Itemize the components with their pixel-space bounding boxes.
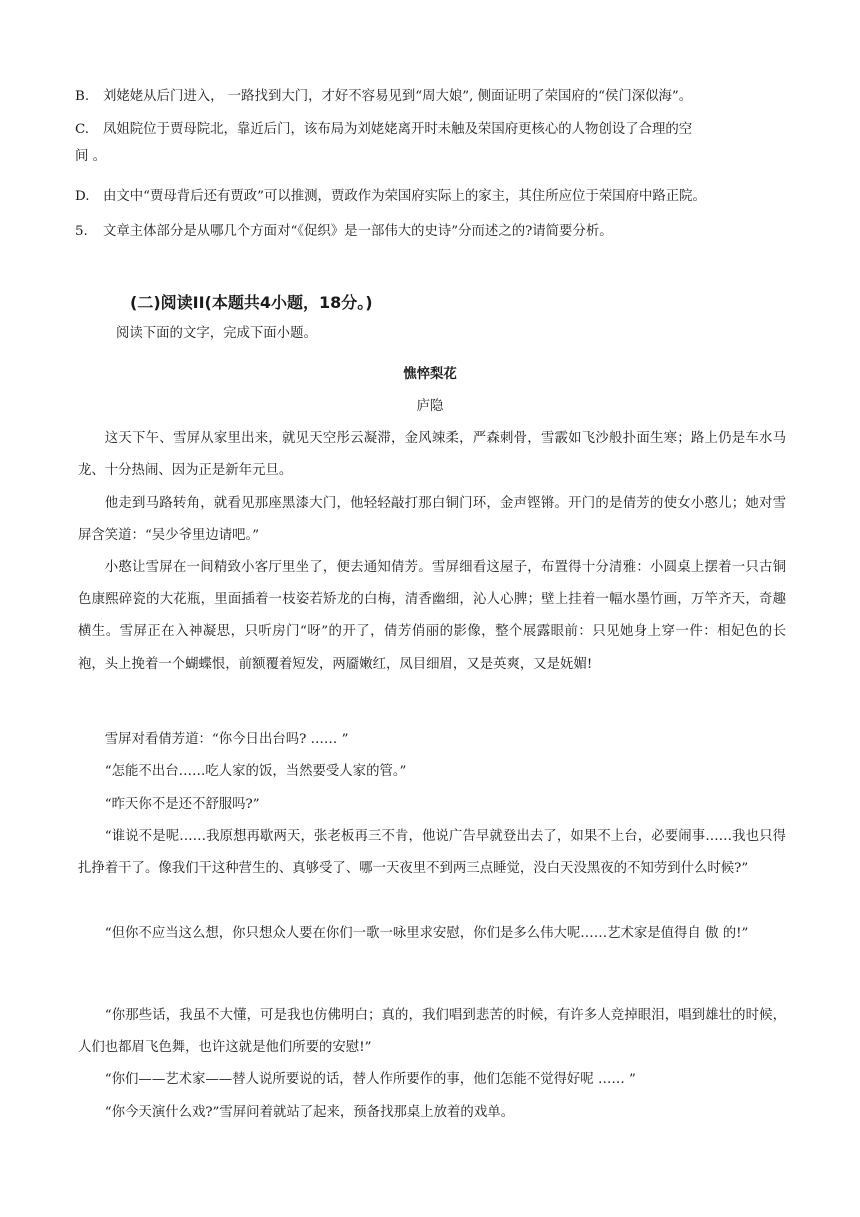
paragraph: “但你不应当这么想，你只想众人要在你们一歌一咏里求安慰，你们是多么伟大呢……艺术家是值得自 傲 的!” xyxy=(104,926,749,941)
reading-instruction: 阅读下面的文字，完成下面小题。 xyxy=(116,326,317,341)
question-5 xyxy=(75,224,613,240)
paragraph: “你们——艺术家——替人说所要说的话，替人作所要作的事，他们怎能不觉得好呢 …… ” xyxy=(104,1072,636,1087)
paragraph: “你今天演什么戏?”雪屏问着就站了起来，预备找那桌上放着的戏单。 xyxy=(104,1105,514,1120)
option-text: 凤姐院位于贾母院北，靠近后门，该布局为刘姥姥离开时未触及荣国府更核心的人物创设了合理的空 xyxy=(103,122,693,137)
article-author: 庐隐 xyxy=(416,399,444,414)
paragraph: “谁说不是呢……我原想再歇两天，张老板再三不肯，他说广告早就登出去了，如果不上台，必要闹事……我也只得扎挣着干了。像我们干这种营生的、真够受了、哪一天夜里不到两三点睡觉，没白天没黑夜的不知劳到什么时候?” xyxy=(78,829,786,877)
option-text: 刘姥姥从后门进入， 一路找到大门，才好不容易见到“周大娘”, 侧面证明了荣国府的“侯门深似海”。 xyxy=(103,89,693,104)
option-label: B. xyxy=(75,89,90,104)
question-number: 5. xyxy=(75,224,88,239)
option-label: D. xyxy=(75,189,90,204)
option-text: 由文中“贾母背后还有贾政”可以推测，贾政作为荣国府实际上的家主，其住所应位于荣国府中路正院。 xyxy=(103,189,706,204)
paragraph: 这天下午、雪屏从家里出来，就见天空彤云凝滞，金风竦柔，严森刺骨，雪霰如飞沙般扑面生寒；路上仍是车水马龙、十分热闹、因为正是新年元旦。 xyxy=(78,431,786,479)
paragraph: “昨天你不是还不舒服吗?” xyxy=(104,797,260,812)
section-heading: (二)阅读II(本题共4小题，18分。) xyxy=(130,293,373,312)
option-c xyxy=(75,122,692,138)
paragraph: “你那些话，我虽不大懂，可是我也仿佛明白；真的，我们唱到悲苦的时候，有许多人竞掉眼泪，唱到雄壮的时候，人们也都眉飞色舞，也许这就是他们所要的安慰!” xyxy=(78,1008,786,1056)
paragraph: 雪屏对看倩芳道：“你今日出台吗? …… ” xyxy=(104,732,349,747)
option-d xyxy=(75,189,706,205)
option-c-continued: 间 。 xyxy=(75,149,107,164)
question-text: 文章主体部分是从哪几个方面对“《促织》是一部伟大的史诗”分而述之的?请简要分析。 xyxy=(103,224,613,239)
paragraph: 他走到马路转角，就看见那座黑漆大门，他轻轻敲打那白铜门环，金声铿锵。开门的是倩芳的使女小憨儿；她对雪屏含笑道：“吴少爷里边请吧。” xyxy=(78,496,786,544)
article-title: 憔悴梨花 xyxy=(403,366,457,382)
option-b xyxy=(75,89,692,105)
option-label: C. xyxy=(75,122,90,137)
paragraph: 小憨让雪屏在一间精致小客厅里坐了，便去通知倩芳。雪屏细看这屋子，布置得十分清雅：小圆桌上摆着一只古铜色康熙碎瓷的大花瓶，里面插着一枝姿若矫龙的白梅，清香幽细，沁人心脾；壁上挂着一幅水墨竹画，万竿齐天，奇趣横生。雪屏正在入神凝思，只听房门“呀”的开了，倩芳俏丽的影像，整个展露眼前：只见她身上穿一件：相妃色的长袍，头上挽着一个蝴蝶恨，前额覆着短发，两靥嫩红，凤目细眉，又是英爽，又是妩媚! xyxy=(78,560,786,672)
paragraph: “怎能不出台……吃人家的饭，当然要受人家的管。” xyxy=(104,764,407,779)
